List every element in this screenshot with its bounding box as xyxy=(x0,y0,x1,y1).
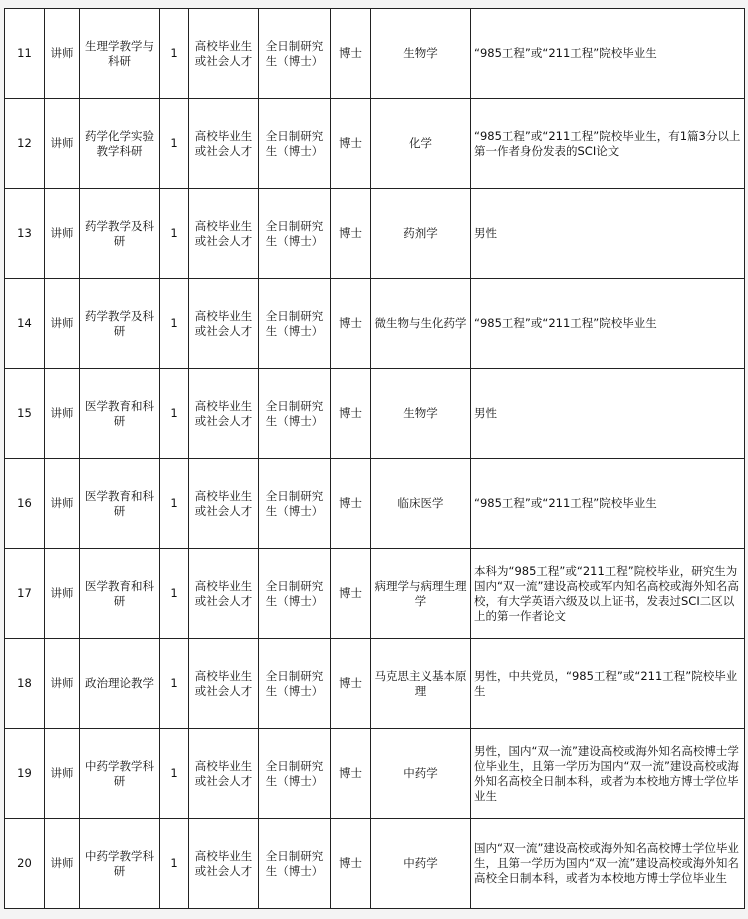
degree-cell: 博士 xyxy=(331,819,371,909)
source-cell: 高校毕业生或社会人才 xyxy=(189,459,259,549)
source-cell: 高校毕业生或社会人才 xyxy=(189,729,259,819)
table-row xyxy=(5,549,745,639)
title-cell: 讲师 xyxy=(45,639,80,729)
source-cell: 高校毕业生或社会人才 xyxy=(189,189,259,279)
position-cell: 药学教学及科研 xyxy=(80,279,160,369)
education-cell: 全日制研究生（博士） xyxy=(259,9,331,99)
education-cell: 全日制研究生（博士） xyxy=(259,369,331,459)
table-row xyxy=(5,189,745,279)
major-cell: 病理学与病理生理学 xyxy=(371,549,471,639)
position-cell: 医学教育和科研 xyxy=(80,459,160,549)
major-cell: 临床医学 xyxy=(371,459,471,549)
requirement-cell: 本科为“985工程”或“211工程”院校毕业，研究生为国内“双一流”建设高校或军内知名高校或海外知名高校，有大学英语六级及以上证书，发表过SCI二区以上的第一作者论文 xyxy=(471,549,745,639)
requirement-cell: “985工程”或“211工程”院校毕业生 xyxy=(471,279,745,369)
source-cell: 高校毕业生或社会人才 xyxy=(189,279,259,369)
position-cell: 药学化学实验教学科研 xyxy=(80,99,160,189)
table-row xyxy=(5,819,745,909)
count-cell: 1 xyxy=(160,819,189,909)
count-cell: 1 xyxy=(160,369,189,459)
title-cell: 讲师 xyxy=(45,99,80,189)
source-cell: 高校毕业生或社会人才 xyxy=(189,369,259,459)
recruitment-table xyxy=(4,8,745,909)
position-cell: 政治理论教学 xyxy=(80,639,160,729)
position-cell: 中药学教学科研 xyxy=(80,819,160,909)
row-number-cell: 13 xyxy=(5,189,45,279)
count-cell: 1 xyxy=(160,279,189,369)
row-number-cell: 14 xyxy=(5,279,45,369)
count-cell: 1 xyxy=(160,189,189,279)
major-cell: 中药学 xyxy=(371,819,471,909)
education-cell: 全日制研究生（博士） xyxy=(259,459,331,549)
degree-cell: 博士 xyxy=(331,99,371,189)
title-cell: 讲师 xyxy=(45,279,80,369)
count-cell: 1 xyxy=(160,729,189,819)
row-number-cell: 15 xyxy=(5,369,45,459)
row-number-cell: 20 xyxy=(5,819,45,909)
education-cell: 全日制研究生（博士） xyxy=(259,819,331,909)
count-cell: 1 xyxy=(160,459,189,549)
count-cell: 1 xyxy=(160,549,189,639)
position-cell: 医学教育和科研 xyxy=(80,369,160,459)
requirement-cell: “985工程”或“211工程”院校毕业生 xyxy=(471,9,745,99)
degree-cell: 博士 xyxy=(331,549,371,639)
source-cell: 高校毕业生或社会人才 xyxy=(189,99,259,189)
source-cell: 高校毕业生或社会人才 xyxy=(189,9,259,99)
degree-cell: 博士 xyxy=(331,369,371,459)
requirement-cell: 男性，中共党员，“985工程”或“211工程”院校毕业生 xyxy=(471,639,745,729)
position-cell: 药学教学及科研 xyxy=(80,189,160,279)
education-cell: 全日制研究生（博士） xyxy=(259,639,331,729)
degree-cell: 博士 xyxy=(331,189,371,279)
row-number-cell: 12 xyxy=(5,99,45,189)
count-cell: 1 xyxy=(160,9,189,99)
title-cell: 讲师 xyxy=(45,189,80,279)
source-cell: 高校毕业生或社会人才 xyxy=(189,819,259,909)
major-cell: 生物学 xyxy=(371,369,471,459)
requirement-cell: 国内“双一流”建设高校或海外知名高校博士学位毕业生，且第一学历为国内“双一流”建设高校或海外知名高校全日制本科，或者为本校地方博士学位毕业生 xyxy=(471,819,745,909)
requirement-cell: 男性，国内“双一流”建设高校或海外知名高校博士学位毕业生，且第一学历为国内“双一流”建设高校或海外知名高校全日制本科，或者为本校地方博士学位毕业生 xyxy=(471,729,745,819)
source-cell: 高校毕业生或社会人才 xyxy=(189,639,259,729)
title-cell: 讲师 xyxy=(45,369,80,459)
table-row xyxy=(5,9,745,99)
education-cell: 全日制研究生（博士） xyxy=(259,549,331,639)
major-cell: 微生物与生化药学 xyxy=(371,279,471,369)
title-cell: 讲师 xyxy=(45,9,80,99)
major-cell: 化学 xyxy=(371,99,471,189)
table-row xyxy=(5,279,745,369)
title-cell: 讲师 xyxy=(45,819,80,909)
degree-cell: 博士 xyxy=(331,459,371,549)
position-cell: 医学教育和科研 xyxy=(80,549,160,639)
table-row xyxy=(5,729,745,819)
education-cell: 全日制研究生（博士） xyxy=(259,279,331,369)
row-number-cell: 18 xyxy=(5,639,45,729)
row-number-cell: 19 xyxy=(5,729,45,819)
source-cell: 高校毕业生或社会人才 xyxy=(189,549,259,639)
degree-cell: 博士 xyxy=(331,639,371,729)
major-cell: 生物学 xyxy=(371,9,471,99)
row-number-cell: 11 xyxy=(5,9,45,99)
count-cell: 1 xyxy=(160,99,189,189)
education-cell: 全日制研究生（博士） xyxy=(259,729,331,819)
education-cell: 全日制研究生（博士） xyxy=(259,189,331,279)
major-cell: 药剂学 xyxy=(371,189,471,279)
requirement-cell: 男性 xyxy=(471,369,745,459)
requirement-cell: 男性 xyxy=(471,189,745,279)
title-cell: 讲师 xyxy=(45,729,80,819)
row-number-cell: 16 xyxy=(5,459,45,549)
education-cell: 全日制研究生（博士） xyxy=(259,99,331,189)
table-row xyxy=(5,639,745,729)
title-cell: 讲师 xyxy=(45,459,80,549)
table-row xyxy=(5,459,745,549)
table-row xyxy=(5,99,745,189)
major-cell: 马克思主义基本原理 xyxy=(371,639,471,729)
row-number-cell: 17 xyxy=(5,549,45,639)
degree-cell: 博士 xyxy=(331,729,371,819)
requirement-cell: “985工程”或“211工程”院校毕业生，有1篇3分以上第一作者身份发表的SCI论文 xyxy=(471,99,745,189)
table-row xyxy=(5,369,745,459)
position-cell: 中药学教学科研 xyxy=(80,729,160,819)
requirement-cell: “985工程”或“211工程”院校毕业生 xyxy=(471,459,745,549)
major-cell: 中药学 xyxy=(371,729,471,819)
degree-cell: 博士 xyxy=(331,279,371,369)
title-cell: 讲师 xyxy=(45,549,80,639)
degree-cell: 博士 xyxy=(331,9,371,99)
count-cell: 1 xyxy=(160,639,189,729)
position-cell: 生理学教学与科研 xyxy=(80,9,160,99)
